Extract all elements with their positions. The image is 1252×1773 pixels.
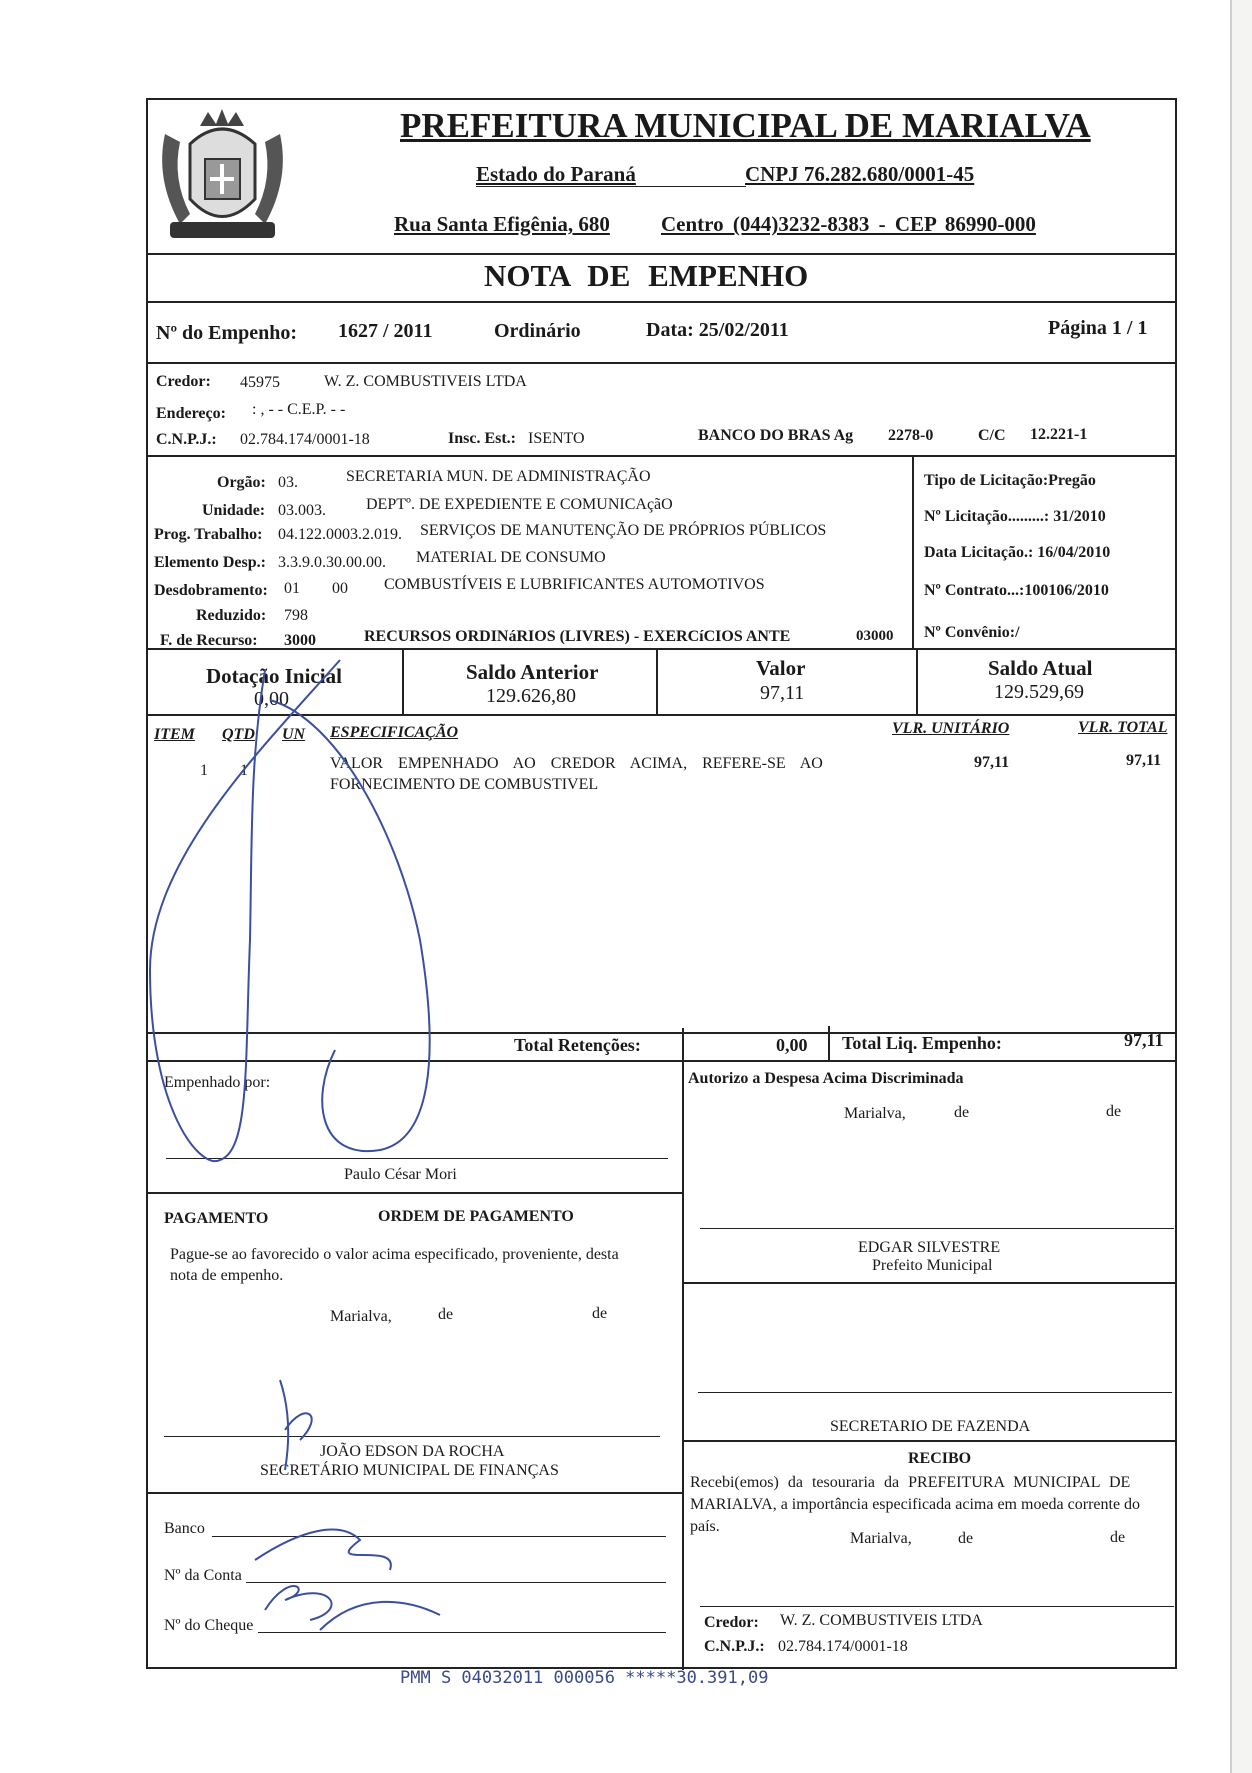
desd-b: 00 — [332, 580, 348, 597]
dotacao-value: 0,00 — [254, 688, 289, 710]
header-address: Rua Santa Efigênia, 680 — [394, 212, 610, 236]
divider — [146, 455, 1177, 457]
insc-label: Insc. Est.: — [448, 430, 517, 447]
orgao-code: 03. — [278, 474, 298, 491]
unidade-desc: DEPTº. DE EXPEDIENTE E COMUNICAçãO — [366, 496, 673, 513]
payment-stamp: PMM S 04032011 000056 *****30.391,09 — [400, 1668, 769, 1688]
orgao-label: Orgão: — [217, 474, 266, 491]
signature-line — [698, 1392, 1172, 1393]
cc-value: 12.221-1 — [1030, 426, 1088, 443]
item-spec-line1: VALOR EMPENHADO AO CREDOR ACIMA, REFERE-SE AO — [330, 755, 823, 772]
divider — [146, 362, 1177, 364]
financas-role: SECRETÁRIO MUNICIPAL DE FINANÇAS — [260, 1462, 559, 1479]
empenhado-name: Paulo César Mori — [344, 1166, 457, 1183]
field-line — [258, 1632, 666, 1633]
ret-label: Total Retenções: — [514, 1035, 641, 1055]
pagamento-city: Marialva, — [330, 1308, 392, 1325]
conta-label: Nº da Conta — [164, 1567, 242, 1584]
divider — [682, 1028, 684, 1670]
pagamento-de2: de — [592, 1305, 608, 1322]
empenho-label: Nº do Empenho: — [156, 322, 298, 344]
divider — [916, 648, 918, 714]
state-underline-ext — [476, 186, 746, 187]
atual-label: Saldo Atual — [988, 656, 1093, 680]
fonte-label: F. de Recurso: — [160, 632, 258, 649]
financas-name: JOÃO EDSON DA ROCHA — [320, 1443, 505, 1460]
pagamento-text2: nota de empenho. — [170, 1267, 284, 1284]
divider — [146, 1192, 684, 1194]
item-number: 1 — [200, 762, 208, 779]
pagamento-de1: de — [438, 1306, 454, 1323]
col-qtd: QTD — [222, 726, 255, 743]
prefeito-name: EDGAR SILVESTRE — [858, 1239, 1001, 1256]
desd-label: Desdobramento: — [154, 582, 268, 599]
divider — [146, 1060, 1177, 1062]
credor-code: 45975 — [240, 374, 280, 391]
item-spec-line2: FORNECIMENTO DE COMBUSTIVEL — [330, 776, 599, 793]
cc-label: C/C — [978, 427, 1006, 444]
anterior-label: Saldo Anterior — [466, 660, 599, 684]
prog-label: Prog. Trabalho: — [154, 526, 263, 543]
recibo-text3: país. — [690, 1518, 720, 1535]
liq-value: 97,11 — [1124, 1030, 1164, 1050]
autorizo-de2: de — [1106, 1103, 1122, 1120]
ret-value: 0,00 — [776, 1035, 808, 1055]
divider — [146, 1492, 684, 1494]
divider — [146, 301, 1177, 303]
col-total: VLR. TOTAL — [1078, 719, 1168, 736]
col-unit: VLR. UNITÁRIO — [892, 720, 1010, 737]
header-contact: Centro (044)3232-8383 - CEP 86990-000 — [661, 212, 1036, 236]
col-item: ITEM — [154, 726, 195, 743]
liq-label: Total Liq. Empenho: — [842, 1033, 1002, 1053]
pagamento-label: PAGAMENTO — [164, 1210, 269, 1227]
fonte-desc: RECURSOS ORDINáRIOS (LIVRES) - EXERCíCIOS ANTE — [364, 628, 791, 645]
licitacao-numero: Nº Licitação.........: 31/2010 — [924, 508, 1106, 525]
empenho-number: 1627 / 2011 — [338, 320, 433, 342]
licitacao-data: Data Licitação.: 16/04/2010 — [924, 544, 1111, 561]
doc-title: NOTA DE EMPENHO — [484, 258, 809, 293]
bank-name: BANCO DO BRAS Ag — [698, 427, 854, 444]
empenho-type: Ordinário — [494, 320, 581, 342]
divider — [682, 1282, 1177, 1284]
fazenda-role: SECRETARIO DE FAZENDA — [830, 1418, 1031, 1435]
recibo-text1: Recebi(emos) da tesouraria da PREFEITURA MUNICIPAL DE — [690, 1474, 1131, 1491]
insc-value: ISENTO — [528, 430, 585, 447]
recibo-credor-value: W. Z. COMBUSTIVEIS LTDA — [780, 1612, 983, 1629]
prog-desc: SERVIÇOS DE MANUTENÇÃO DE PRÓPRIOS PÚBLICOS — [420, 522, 827, 539]
signature-line — [700, 1228, 1174, 1229]
item-qtd: 1 — [240, 762, 248, 779]
elem-label: Elemento Desp.: — [154, 554, 266, 571]
divider — [146, 714, 1177, 716]
field-line — [246, 1582, 666, 1583]
anterior-value: 129.626,80 — [486, 685, 576, 707]
atual-value: 129.529,69 — [994, 681, 1084, 703]
prog-code: 04.122.0003.2.019. — [278, 526, 402, 543]
reduz-label: Reduzido: — [196, 607, 267, 624]
licitacao-tipo: Tipo de Licitação:Pregão — [924, 472, 1096, 489]
recibo-text2: MARIALVA, a importância especificada acima em moeda corrente do — [690, 1496, 1141, 1513]
desd-a: 01 — [284, 580, 300, 597]
field-line — [212, 1536, 666, 1537]
col-spec: ESPECIFICAÇÃO — [330, 724, 459, 741]
divider — [682, 1440, 1177, 1442]
header-state: Estado do Paraná — [476, 162, 636, 186]
header-cnpj: CNPJ 76.282.680/0001-45 — [745, 162, 975, 186]
empenho-date: Data: 25/02/2011 — [646, 319, 789, 341]
orgao-desc: SECRETARIA MUN. DE ADMINISTRAÇÃO — [346, 468, 651, 485]
credor-label: Credor: — [156, 373, 211, 390]
banco-label: Banco — [164, 1520, 205, 1537]
autorizo-de1: de — [954, 1104, 970, 1121]
recibo-label: RECIBO — [908, 1450, 972, 1467]
signature-line — [164, 1436, 660, 1437]
unidade-label: Unidade: — [202, 502, 266, 519]
divider — [656, 648, 658, 714]
signature-line — [166, 1158, 668, 1159]
autorizo-city: Marialva, — [844, 1105, 906, 1122]
cheque-label: Nº do Cheque — [164, 1617, 254, 1634]
address-value: : , - - C.E.P. - - — [252, 401, 346, 418]
elem-code: 3.3.9.0.30.00.00. — [278, 554, 386, 571]
signature-line — [700, 1606, 1174, 1607]
valor-value: 97,11 — [760, 682, 805, 704]
divider — [146, 1032, 1177, 1034]
credor-cnpj-label: C.N.P.J.: — [156, 431, 217, 448]
pagamento-text1: Pague-se ao favorecido o valor acima especificado, proveniente, desta — [170, 1246, 619, 1263]
bank-agency: 2278-0 — [888, 427, 934, 444]
item-total-value: 97,11 — [1126, 752, 1162, 769]
desd-desc: COMBUSTÍVEIS E LUBRIFICANTES AUTOMOTIVOS — [384, 576, 765, 593]
elem-desc: MATERIAL DE CONSUMO — [416, 549, 606, 566]
unidade-code: 03.003. — [278, 502, 326, 519]
divider — [402, 648, 404, 714]
recibo-cnpj-value: 02.784.174/0001-18 — [778, 1638, 908, 1655]
recibo-city: Marialva, — [850, 1530, 912, 1547]
ordem-label: ORDEM DE PAGAMENTO — [378, 1208, 574, 1225]
dotacao-label: Dotação Inicial — [206, 664, 342, 688]
coat-of-arms-logo — [150, 104, 295, 254]
divider — [828, 1026, 830, 1062]
credor-cnpj-value: 02.784.174/0001-18 — [240, 431, 370, 448]
licitacao-convenio: Nº Convênio:/ — [924, 624, 1020, 641]
fonte-code: 3000 — [284, 632, 316, 649]
valor-label: Valor — [756, 656, 806, 680]
address-label: Endereço: — [156, 405, 226, 422]
col-un: UN — [282, 726, 306, 743]
autorizo-label: Autorizo a Despesa Acima Discriminada — [688, 1070, 964, 1087]
reduz-value: 798 — [284, 607, 308, 624]
divider — [146, 648, 1177, 650]
credor-name: W. Z. COMBUSTIVEIS LTDA — [324, 373, 527, 390]
recibo-credor-label: Credor: — [704, 1614, 759, 1631]
recibo-de2: de — [1110, 1529, 1126, 1546]
recibo-de1: de — [958, 1530, 974, 1547]
empenhado-label: Empenhado por: — [164, 1074, 271, 1091]
fonte-num: 03000 — [856, 628, 894, 644]
recibo-cnpj-label: C.N.P.J.: — [704, 1638, 765, 1655]
prefeito-role: Prefeito Municipal — [872, 1257, 993, 1274]
divider — [146, 253, 1177, 255]
page-number: Página 1 / 1 — [1048, 317, 1148, 339]
licitacao-contrato: Nº Contrato...:100106/2010 — [924, 582, 1109, 599]
item-unit-value: 97,11 — [974, 754, 1010, 771]
header-title: PREFEITURA MUNICIPAL DE MARIALVA — [400, 106, 1091, 145]
divider — [912, 455, 914, 649]
